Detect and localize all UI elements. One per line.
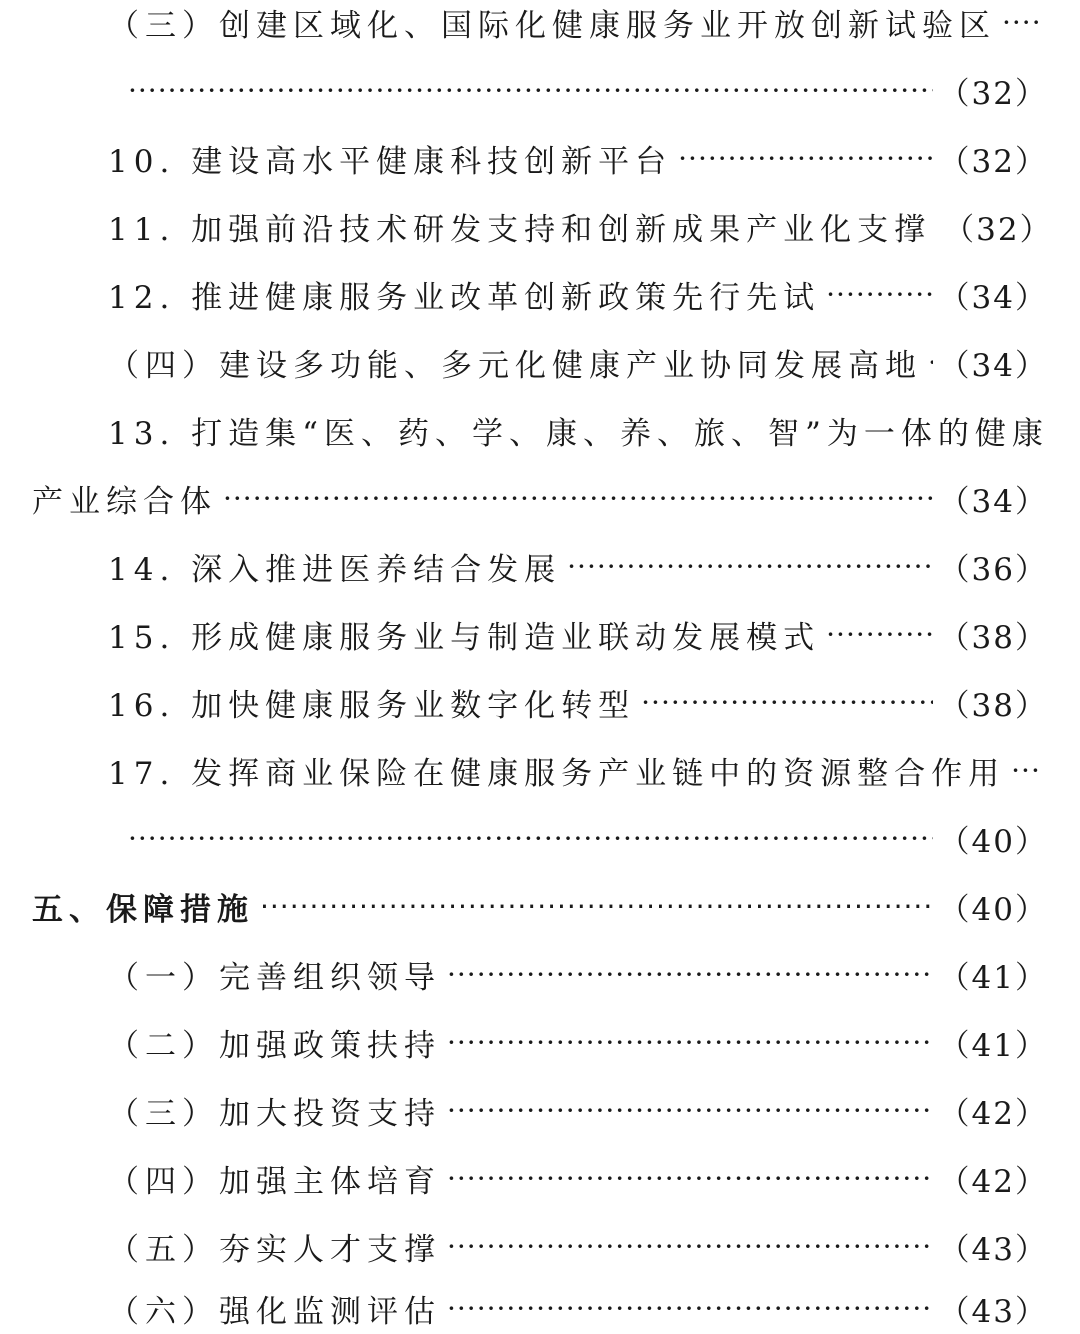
toc-page-number: （42） — [938, 1163, 1048, 1200]
leader-dots — [928, 344, 933, 380]
toc-entry-section-3-continued — [122, 64, 1048, 116]
toc-entry-5-4 — [108, 1152, 1048, 1204]
toc-page-number: （34） — [938, 347, 1048, 384]
toc-page-number: （38） — [938, 619, 1048, 656]
toc-entry-16 — [108, 676, 1048, 728]
toc-entry-text: （三）创建区域化、国际化健康服务业开放创新试验区 — [108, 7, 996, 44]
toc-entry-11 — [108, 200, 1053, 252]
toc-entry-text: 11. 加强前沿技术研发支持和创新成果产业化支撑 — [108, 211, 932, 248]
toc-page-number: （32） — [943, 211, 1053, 248]
toc-page-number: （32） — [938, 143, 1048, 180]
toc-entry-13-continued — [32, 472, 1048, 524]
toc-entry-text: （四）加强主体培育 — [108, 1163, 441, 1200]
toc-page-number: （43） — [938, 1293, 1048, 1330]
toc-page-number: （41） — [938, 959, 1048, 996]
toc-entry-text: 15. 形成健康服务业与制造业联动发展模式 — [108, 619, 821, 656]
toc-page-number: （38） — [938, 687, 1048, 724]
leader-dots — [128, 820, 933, 856]
toc-chapter-5 — [32, 880, 1048, 932]
leader-dots — [447, 1160, 933, 1196]
toc-entry-text: （三）加大投资支持 — [108, 1095, 441, 1132]
leader-dots — [447, 956, 933, 992]
toc-entry-text: （四）建设多功能、多元化健康产业协同发展高地 — [108, 347, 922, 384]
toc-entry-text: 10. 建设高水平健康科技创新平台 — [108, 143, 673, 180]
toc-page-number: （40） — [938, 891, 1048, 928]
toc-entry-5-6 — [108, 1282, 1048, 1334]
toc-entry-5-1 — [108, 948, 1048, 1000]
leader-dots — [447, 1228, 933, 1264]
toc-entry-text: （一）完善组织领导 — [108, 959, 441, 996]
toc-entry-text: 12. 推进健康服务业改革创新政策先行先试 — [108, 279, 821, 316]
toc-entry-text: （五）夯实人才支撑 — [108, 1231, 441, 1268]
toc-entry-text: （六）强化监测评估 — [108, 1293, 441, 1330]
toc-entry-14 — [108, 540, 1048, 592]
leader-dots — [1002, 4, 1040, 40]
toc-entry-10 — [108, 132, 1048, 184]
toc-entry-text: 14. 深入推进医养结合发展 — [108, 551, 562, 588]
leader-dots — [1011, 752, 1040, 788]
toc-entry-12 — [108, 268, 1048, 320]
leader-dots — [260, 888, 933, 924]
toc-page-number: （42） — [938, 1095, 1048, 1132]
toc-entry-17 — [108, 744, 1040, 796]
toc-entry-text: 产业综合体 — [32, 483, 217, 520]
leader-dots — [447, 1092, 933, 1128]
toc-entry-15 — [108, 608, 1048, 660]
toc-entry-5-3 — [108, 1084, 1048, 1136]
toc-entry-5-2 — [108, 1016, 1048, 1068]
toc-entry-text: 16. 加快健康服务业数字化转型 — [108, 687, 636, 724]
leader-dots — [567, 548, 932, 584]
leader-dots — [826, 616, 932, 652]
leader-dots — [678, 140, 932, 176]
toc-entry-5-5 — [108, 1220, 1048, 1272]
toc-chapter-title: 五、保障措施 — [32, 891, 254, 928]
toc-page-number: （36） — [938, 551, 1048, 588]
toc-entry-17-continued — [122, 812, 1048, 864]
toc-page-number: （34） — [938, 279, 1048, 316]
toc-entry-text: 17. 发挥商业保险在健康服务产业链中的资源整合作用 — [108, 755, 1006, 792]
toc-entry-section-4 — [108, 336, 1048, 388]
leader-dots — [447, 1024, 933, 1060]
toc-entry-section-3 — [108, 0, 1040, 48]
toc-entry-13 — [108, 404, 1048, 456]
leader-dots — [641, 684, 932, 720]
toc-page-number: （43） — [938, 1231, 1048, 1268]
toc-page-number: （41） — [938, 1027, 1048, 1064]
leader-dots — [128, 72, 933, 108]
leader-dots — [826, 276, 932, 312]
leader-dots — [447, 1290, 933, 1326]
leader-dots — [223, 480, 933, 516]
toc-entry-text: 13. 打造集“医、药、学、康、养、旅、智”为一体的健康 — [108, 415, 1049, 452]
toc-page-number: （40） — [938, 823, 1048, 860]
toc-entry-text: （二）加强政策扶持 — [108, 1027, 441, 1064]
toc-page-number: （32） — [938, 75, 1048, 112]
toc-page-number: （34） — [938, 483, 1048, 520]
